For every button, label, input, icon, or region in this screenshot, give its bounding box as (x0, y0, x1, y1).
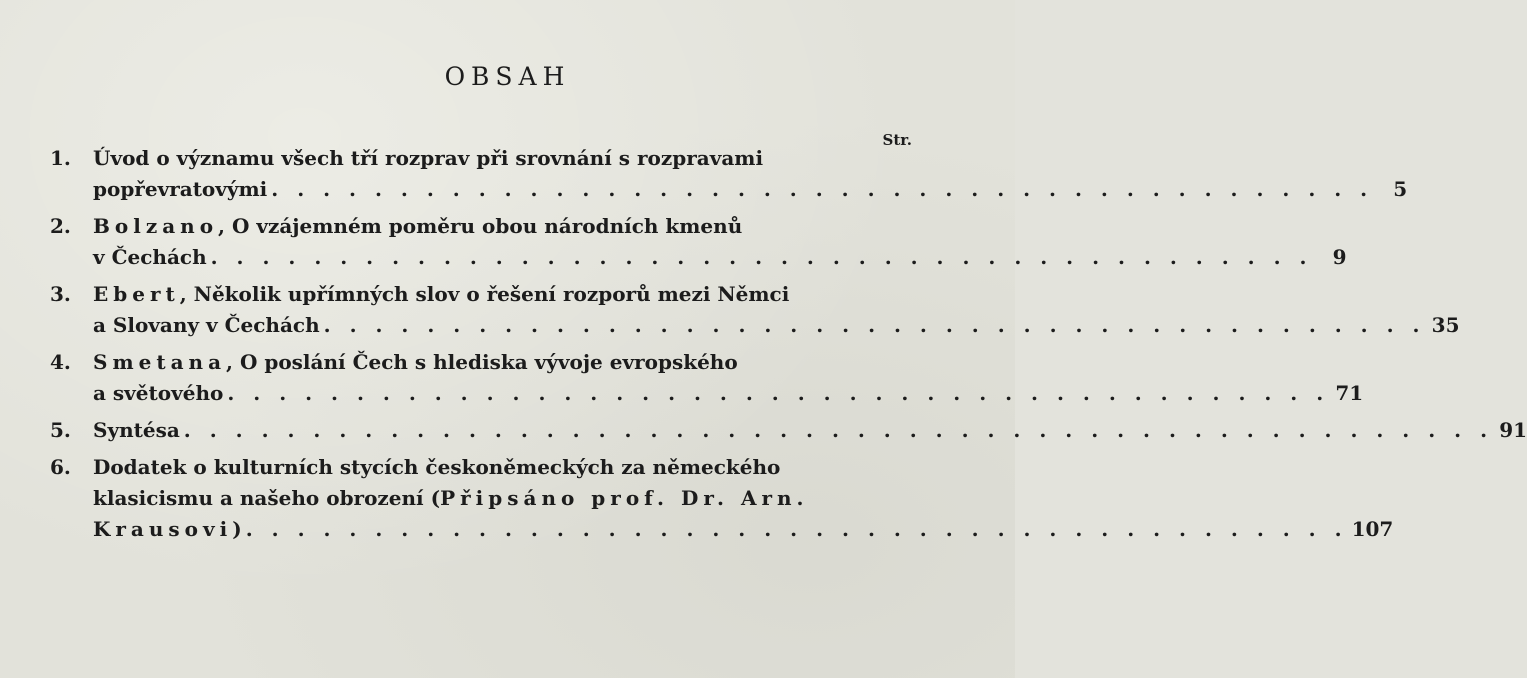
entry-last-line (93, 378, 1364, 409)
entry-title-line: Úvod o významu všech tří rozprav při srovnání s rozpravami (93, 146, 764, 170)
toc-entry-5 (50, 415, 1527, 446)
entry-last-line (93, 415, 1527, 446)
entry-title-rest: , O vzájemném poměru obou národních kmenů (218, 214, 743, 238)
entry-page-number: 9 (1332, 245, 1347, 269)
toc-entry-4 (50, 347, 1364, 409)
entry-title-line (93, 347, 912, 378)
entry-title-close: ) (232, 517, 242, 541)
entry-last-line (93, 242, 1347, 273)
dot-leader: . . . . . . . . . . . . . . . . . . . . . . . . . . . . . . . . . . . . . . . . . . . (227, 381, 1330, 405)
entry-number: 2. (50, 214, 71, 238)
entry-number: 6. (50, 455, 71, 479)
entry-page-number: 107 (1351, 517, 1394, 541)
dot-leader: . . . . . . . . . . . . . . . . . . . . . . . . . . . . . . . . . . . . . . . . . . . (271, 177, 1374, 201)
entry-title-end (93, 514, 242, 545)
entry-title-end: Syntésa (93, 418, 180, 442)
entry-author: Smetana (93, 350, 227, 374)
entry-author: Ebert (93, 282, 180, 306)
entry-title-line-2 (93, 483, 912, 514)
page-column-label: Str. (882, 131, 912, 149)
table-of-contents (50, 143, 1527, 551)
entry-title-rest: , Několik upřímných slov o řešení rozporů mezi Němci (179, 282, 790, 306)
entry-title-line: Dodatek o kulturních stycích českoněmeckých za německého (93, 455, 781, 479)
entry-last-line (93, 174, 1408, 205)
toc-entry-1 (50, 143, 1408, 205)
dot-leader: . . . . . . . . . . . . . . . . . . . . . . . . . . . . . . . . . . . . . . . . . . . . . . . . . . . (183, 418, 1494, 442)
entry-title-line (93, 279, 912, 310)
entry-number: 4. (50, 350, 71, 374)
entry-number: 3. (50, 282, 71, 306)
entry-title-end: v Čechách (93, 245, 207, 269)
entry-page-number: 91 (1499, 418, 1527, 442)
entry-title-end: popřevratovými (93, 177, 268, 201)
contents-title: OBSAH (444, 62, 571, 91)
entry-last-line (93, 514, 1394, 545)
toc-entry-2 (50, 211, 1347, 273)
entry-last-line (93, 310, 1460, 341)
dot-leader: . . . . . . . . . . . . . . . . . . . . . . . . . . . . . . . . . . . . . . . . . . . (210, 245, 1313, 269)
entry-title-rest: , O poslání Čech s hlediska vývoje evropského (226, 350, 738, 374)
toc-entry-3 (50, 279, 1460, 341)
entry-title-part: klasicismu a našeho obrození ( (93, 486, 441, 510)
entry-page-number: 71 (1335, 381, 1364, 405)
dot-leader: . . . . . . . . . . . . . . . . . . . . . . . . . . . . . . . . . . . . . . . . . . . (323, 313, 1426, 337)
entry-author: Bolzano (93, 214, 219, 238)
entry-title-end: a světového (93, 381, 224, 405)
entry-dedication-name: Krausovi (93, 517, 233, 541)
entry-title-end: a Slovany v Čechách (93, 313, 320, 337)
entry-page-number: 5 (1393, 177, 1408, 201)
entry-number: 5. (50, 418, 71, 442)
entry-title-line (93, 211, 912, 242)
dot-leader: . . . . . . . . . . . . . . . . . . . . . . . . . . . . . . . . . . . . . . . . . . . (245, 517, 1348, 541)
entry-dedication: Připsáno prof. Dr. Arn. (440, 486, 809, 510)
toc-entry-6 (50, 452, 1394, 545)
entry-page-number: 35 (1431, 313, 1460, 337)
entry-number: 1. (50, 146, 71, 170)
